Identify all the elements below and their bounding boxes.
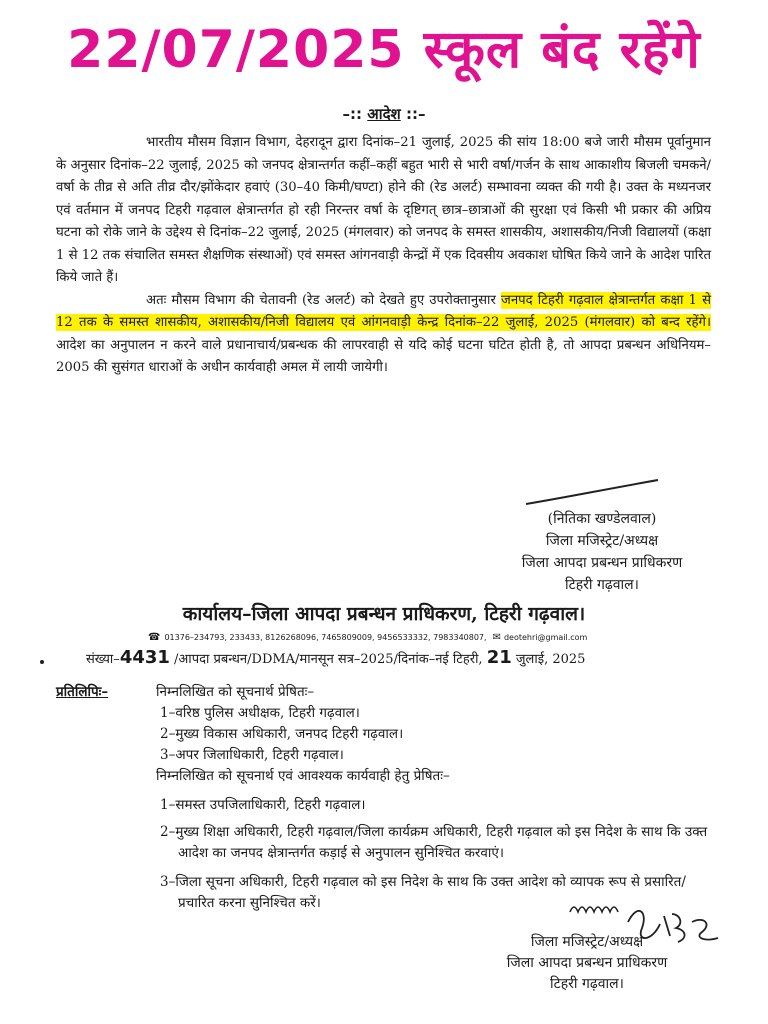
paragraph-2-end: आदेश का अनुपालन न करने वाले प्रधानाचार्य/प्रबन्धक की लापरवाही से यदि कोई घटना घटित होती है, तो आपदा प्रबन्धन अधिनियम–2005 की सुसंगत धाराओं के अधीन कार्यवाही अमल में लायी जायेगी। — [56, 337, 711, 375]
order-paragraph-1: भारतीय मौसम विज्ञान विभाग, देहरादून द्वारा दिनांक–21 जुलाई, 2025 की सांय 18:00 बजे जारी मौसम पूर्वानुमान के अनुसार दिनांक–22 जुलाई, 2025 को जनपद क्षेत्रान्तर्गत कहीं–कहीं बहुत भारी से भारी वर्षा/गर्जन के साथ आकाशीय बिजली चमकने/वर्षा के तीव्र से अति तीव्र दौर/झोंकेदार हवाएं (30–40 किमी/घण्टा) होने की (रेड अलर्ट) सम्भावना व्यक्त की गयी है। उक्त के मध्यनजर एवं वर्तमान में जनपद टिहरी गढ़वाल क्षेत्रान्तर्गत हो रही निरन्तर वर्षा के दृष्टिगत् छात्र–छात्राओं की सुरक्षा एवं किसी भी प्रकार की अप्रिय घटना को रोके जाने के उद्देश्य से दिनांक–22 जुलाई, 2025 (मंगलवार) को जनपद के समस्त शासकीय, अशासकीय/निजी विद्यालयों (कक्षा 1 से 12 तक संचालित समस्त शैक्षणिक संस्थाओं) एवं समस्त आंगनवाड़ी केन्द्रों में एक दिवसीय अवकाश घोषित किये जाने के आदेश पारित किये जाते हैं। — [56, 135, 711, 285]
copies-list — [156, 682, 716, 914]
reference-suffix: जुलाई, 2025 — [511, 652, 586, 667]
copies-intro-1: निम्नलिखित को सूचनार्थ प्रेषितः– — [156, 684, 315, 700]
order-heading — [0, 104, 768, 124]
order-heading-suffix: ::– — [400, 105, 426, 123]
order-paragraph-2 — [56, 290, 711, 380]
reference-number: 4431 — [119, 647, 170, 668]
signatory-name: (नितिका खण्डेलवाल) — [547, 511, 657, 527]
order-heading-prefix: –:: — [342, 105, 368, 123]
office-title: कार्यालय–जिला आपदा प्रबन्धन प्राधिकरण, टिहरी गढ़वाल। — [182, 603, 586, 625]
banner-title: 22/07/2025 स्कूल बंद रहेंगे — [67, 20, 701, 80]
signatory-designation: जिला मजिस्ट्रेट/अध्यक्ष — [545, 533, 659, 549]
email-address: deotehri@gmail.com — [503, 633, 588, 642]
signatory-authority: जिला आपदा प्रबन्धन प्राधिकरण — [521, 555, 683, 571]
reference-day: 21 — [486, 647, 512, 668]
order-body — [56, 132, 711, 380]
email-icon: ✉ — [492, 632, 501, 643]
list-item: 3–जिला सूचना अधिकारी, टिहरी गढ़वाल को इस निदेश के साथ कि उक्त आदेश को व्यापक रूप से प्रसारित/प्रचारित करना सुनिश्चित करें। — [160, 874, 686, 911]
copies-label: प्रतिलिपिः– — [56, 684, 109, 700]
signature-block-1 — [487, 508, 717, 596]
signatory-designation: जिला मजिस्ट्रेट/अध्यक्ष — [530, 934, 644, 950]
phone-numbers: 01376–234793, 233433, 8126268096, 7465809009, 9456533332, 7983340807, — [164, 633, 487, 642]
reference-prefix: संख्या– — [86, 652, 120, 667]
margin-dot — [40, 660, 44, 664]
reference-middle: /आपदा प्रबन्धन/DDMA/मानसून सत्र–2025/दिनांक–नई टिहरी, — [169, 652, 487, 667]
copies-intro-2: निम्नलिखित को सूचनार्थ एवं आवश्यक कार्यवाही हेतु प्रेषितः– — [156, 768, 450, 784]
list-item: 2–मुख्य शिक्षा अधिकारी, टिहरी गढ़वाल/जिला कार्यक्रम अधिकारी, टिहरी गढ़वाल को इस निदेश के साथ कि उक्त आदेश का जनपद क्षेत्रान्तर्गत कड़ाई से अनुपालन सुनिश्चित करवाएं। — [160, 824, 708, 861]
contact-line — [148, 632, 668, 643]
list-item: 1–वरिष्ठ पुलिस अधीक्षक, टिहरी गढ़वाल। — [160, 705, 360, 721]
list-item: 2–मुख्य विकास अधिकारी, जनपद टिहरी गढ़वाल। — [160, 726, 404, 742]
signature-stroke-1 — [522, 478, 662, 508]
paragraph-2-start: अतः मौसम विभाग की चेतावनी (रेड अलर्ट) को देखते हुए उपरोक्तानुसार — [146, 292, 502, 308]
signature-block-2 — [472, 932, 702, 995]
list-item: 1–समस्त उपजिलाधिकारी, टिहरी गढ़वाल। — [160, 797, 366, 813]
order-heading-text: आदेश — [367, 105, 401, 123]
list-item: 3–अपर जिलाधिकारी, टिहरी गढ़वाल। — [160, 747, 344, 763]
signatory-location: टिहरी गढ़वाल। — [565, 577, 639, 593]
reference-line — [86, 647, 706, 668]
phone-icon: ☎ — [148, 632, 161, 643]
highlighted-closure-text: जनपद टिहरी गढ़वाल क्षेत्रान्तर्गत कक्षा 1 से 12 तक के समस्त शासकीय, अशासकीय/निजी विद्यालय एवं आंगनवाड़ी केन्द्र दिनांक–22 जुलाई, 2025 (मंगलवार) को बन्द रहेंगे। — [56, 292, 711, 330]
signatory-location: टिहरी गढ़वाल। — [550, 976, 624, 992]
signatory-authority: जिला आपदा प्रबन्धन प्राधिकरण — [506, 955, 668, 971]
